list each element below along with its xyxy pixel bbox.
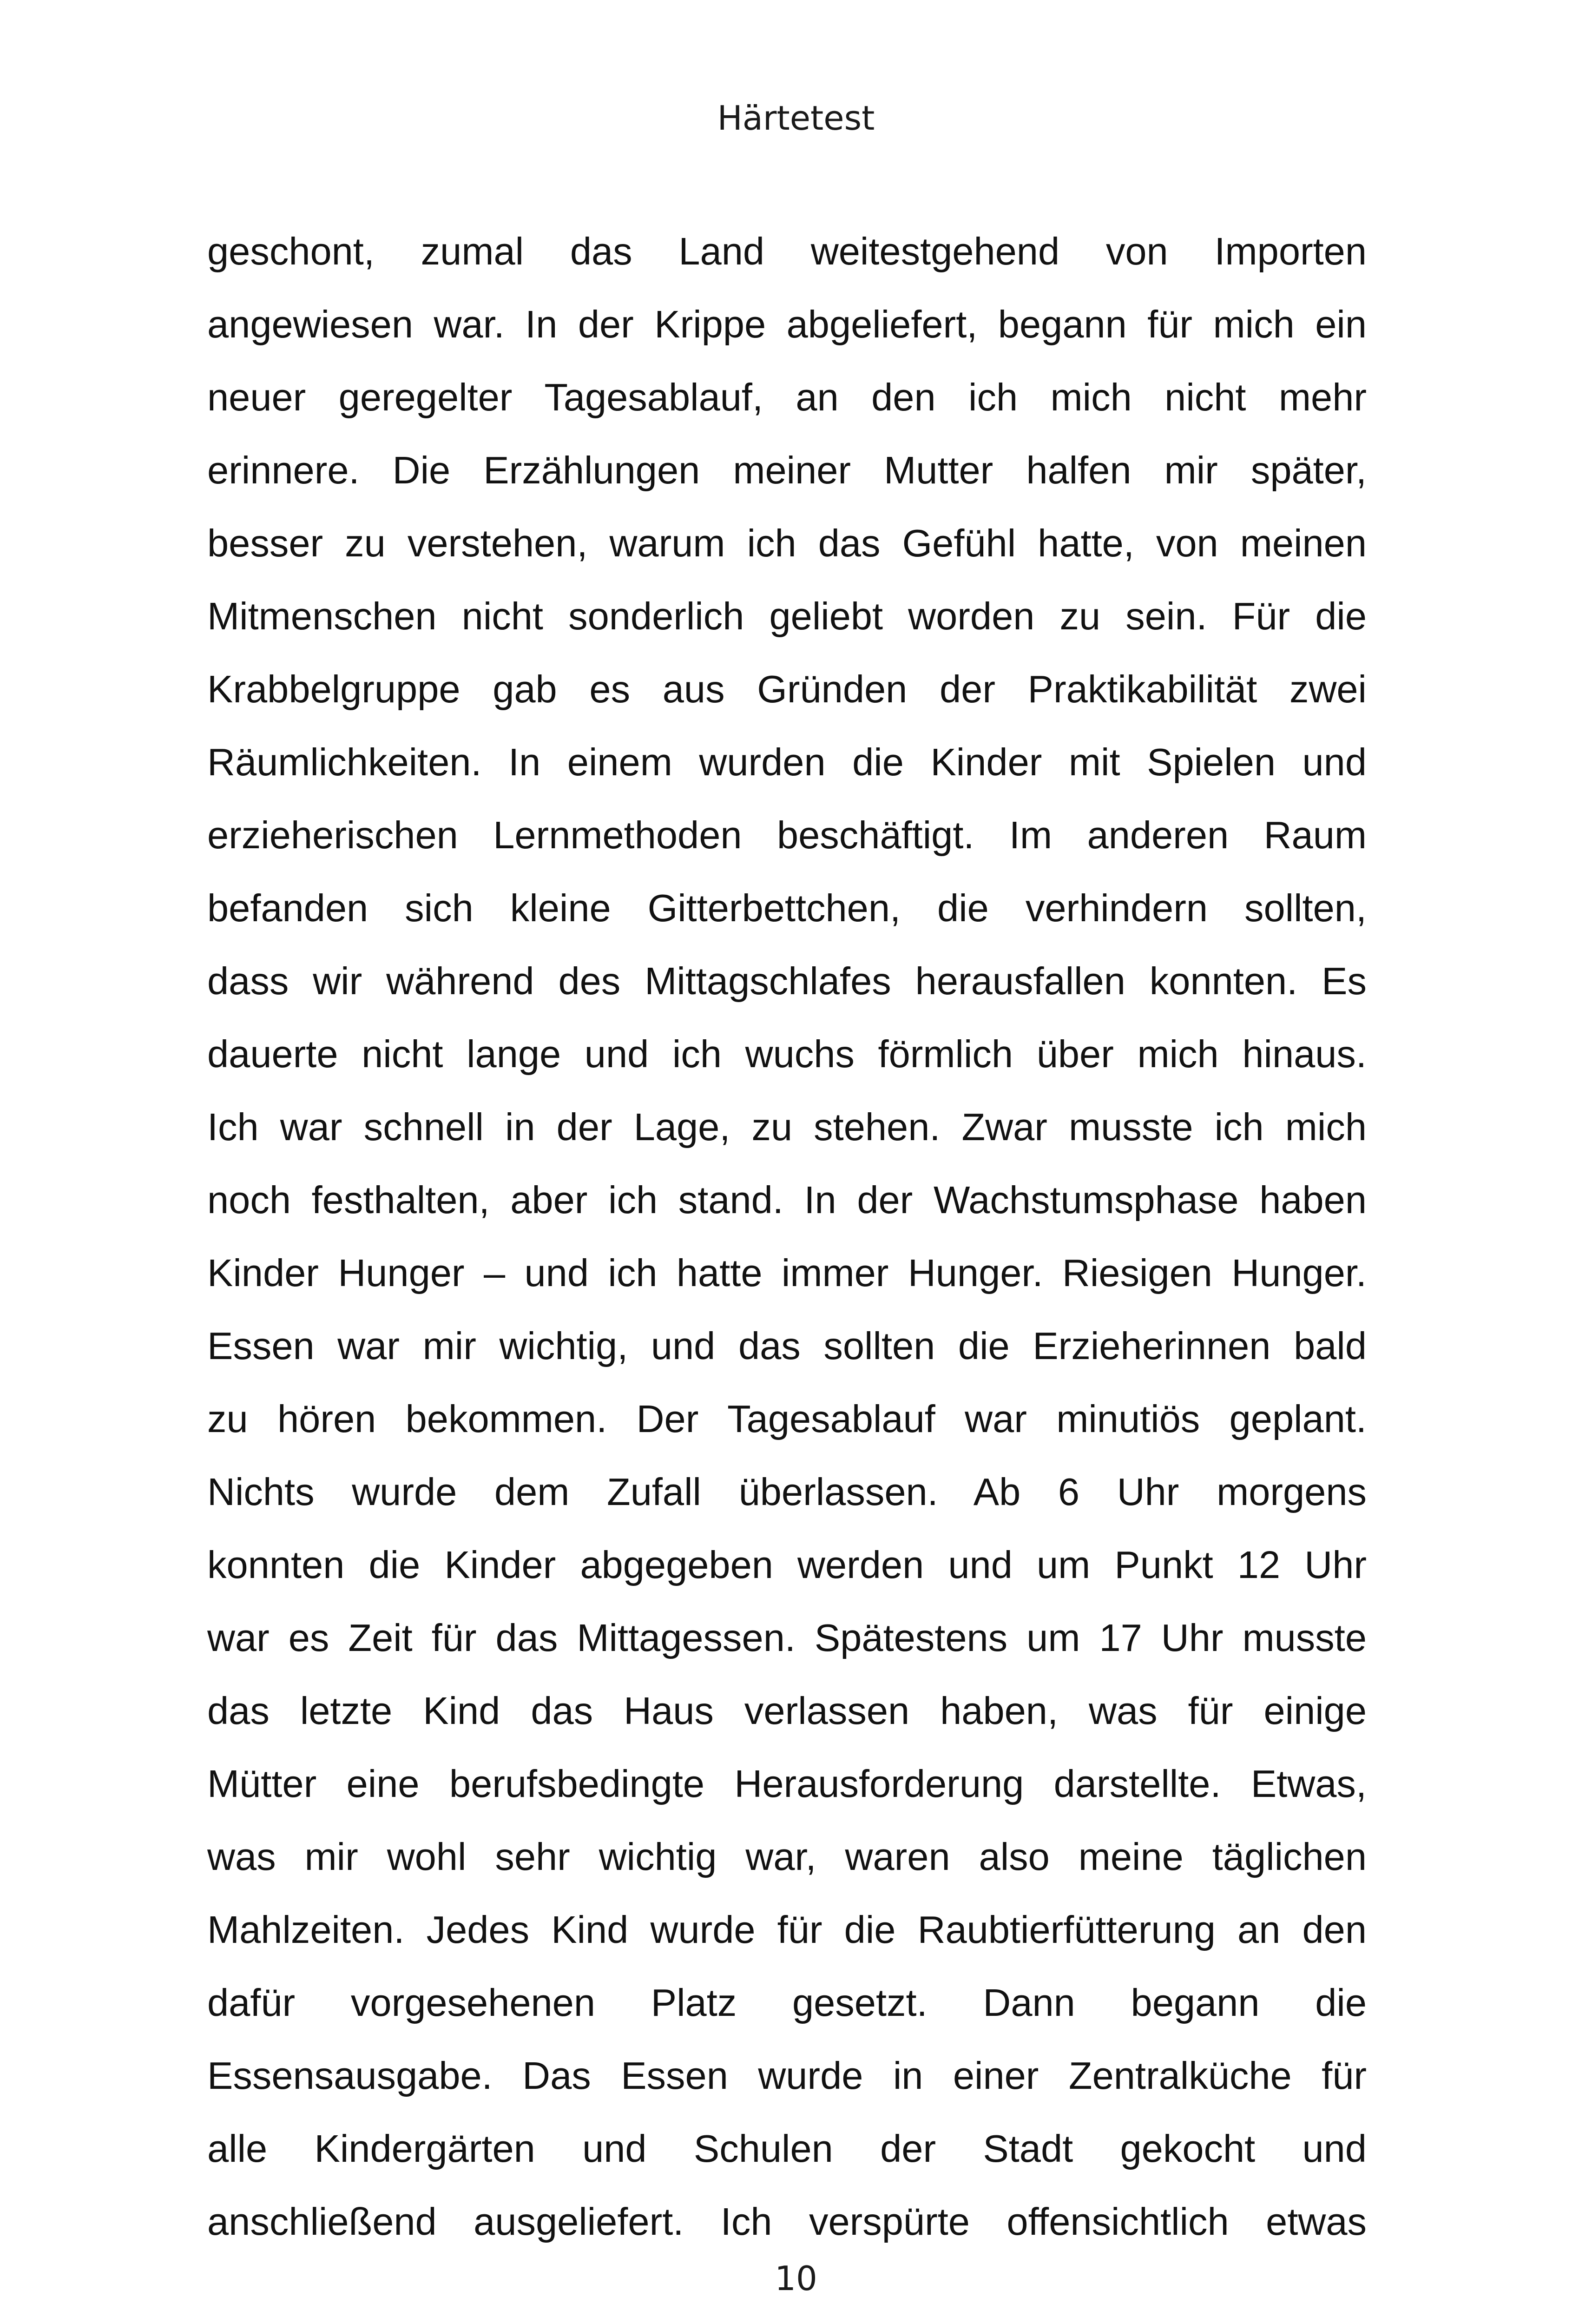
text-line: dafür vorgesehenen Platz gesetzt. Dann begann die [207, 1981, 1367, 2024]
text-line: angewiesen war. In der Krippe abgeliefert, begann für mich ein [207, 303, 1367, 346]
running-header: Härtetest [717, 99, 875, 138]
text-line: Krabbelgruppe gab es aus Gründen der Praktikabilität zwei [207, 667, 1367, 711]
text-line: anschließend ausgeliefert. Ich verspürte offensichtlich etwas [207, 2200, 1367, 2243]
text-line: geschont, zumal das Land weitestgehend von Importen [207, 230, 1367, 273]
text-line: zu hören bekommen. Der Tagesablauf war minutiös geplant. [207, 1397, 1367, 1440]
text-line: erzieherischen Lernmethoden beschäftigt. Im anderen Raum [207, 813, 1367, 857]
text-line: neuer geregelter Tagesablauf, an den ich mich nicht mehr [207, 376, 1367, 419]
text-line: das letzte Kind das Haus verlassen haben, was für einige [207, 1689, 1367, 1732]
text-line: dauerte nicht lange und ich wuchs förmlich über mich hinaus. [207, 1032, 1367, 1076]
text-line: Essensausgabe. Das Essen wurde in einer Zentralküche für [207, 2054, 1367, 2097]
body-text [207, 215, 1367, 2258]
text-line: Mitmenschen nicht sonderlich geliebt worden zu sein. Für die [207, 594, 1367, 638]
text-line: Kinder Hunger – und ich hatte immer Hunger. Riesigen Hunger. [207, 1251, 1367, 1294]
text-line: Mütter eine berufsbedingte Herausforderung darstellte. Etwas, [207, 1762, 1367, 1805]
text-line: befanden sich kleine Gitterbettchen, die verhindern sollten, [207, 886, 1367, 930]
text-line: besser zu verstehen, warum ich das Gefühl hatte, von meinen [207, 522, 1367, 565]
page-number: 10 [775, 2259, 817, 2298]
text-line: dass wir während des Mittagschlafes herausfallen konnten. Es [207, 959, 1367, 1003]
text-line: erinnere. Die Erzählungen meiner Mutter halfen mir später, [207, 449, 1367, 492]
text-line: Nichts wurde dem Zufall überlassen. Ab 6 Uhr morgens [207, 1470, 1367, 1513]
text-line: Räumlichkeiten. In einem wurden die Kinder mit Spielen und [207, 740, 1367, 784]
text-line: Ich war schnell in der Lage, zu stehen. Zwar musste ich mich [207, 1105, 1367, 1149]
text-line: noch festhalten, aber ich stand. In der Wachstumsphase haben [207, 1178, 1367, 1221]
text-line: Essen war mir wichtig, und das sollten die Erzieherinnen bald [207, 1324, 1367, 1367]
text-line: alle Kindergärten und Schulen der Stadt gekocht und [207, 2127, 1367, 2170]
text-line: war es Zeit für das Mittagessen. Spätestens um 17 Uhr musste [207, 1616, 1367, 1659]
text-line: Mahlzeiten. Jedes Kind wurde für die Raubtierfütterung an den [207, 1908, 1367, 1951]
text-line: was mir wohl sehr wichtig war, waren also meine täglichen [207, 1835, 1367, 1878]
text-line: konnten die Kinder abgegeben werden und um Punkt 12 Uhr [207, 1543, 1367, 1586]
